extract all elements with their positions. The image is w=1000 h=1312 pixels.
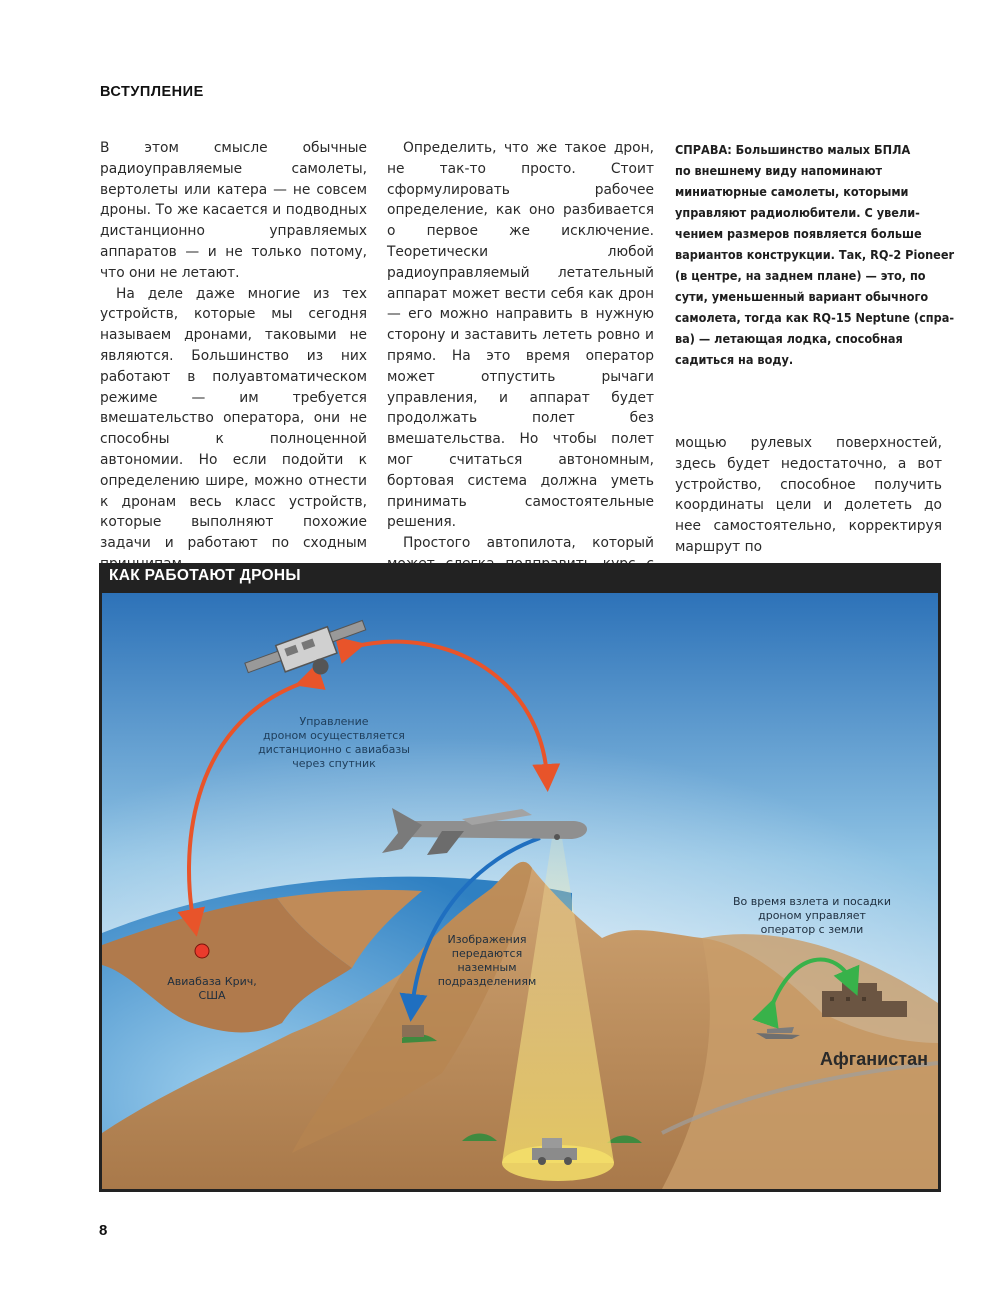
text-column-1: [100, 138, 367, 575]
country-label: Афганистан: [820, 1049, 928, 1069]
label-line: дроном осуществляется: [263, 729, 405, 742]
label-line: оператор с земли: [760, 923, 864, 936]
paragraph: На деле даже многие из тех устройств, которые мы сегодня называем дронами, таковыми не являются. Большинство из них работают в полуавтоматическом режиме — им требуется вмешательство оператора, они не способны к полноценной автономии. Но если подойти к определению шире, можно отнести к дронам весь класс устройств, которые выполняют похожие задачи и работают по сходным: [100, 285, 367, 552]
label-line: США: [198, 989, 226, 1002]
paragraph: Определить, что же такое дрон, не так-то просто. Стоит сформулировать рабочее определение, как оно разбивается о первое же исключение. Теоретически любой радиоуправляемый летательный аппарат может вести себя как дрон — его можно направить в нужную сторону и заставить лететь ровно и прямо. На это время оператор может отпустить рычаги управления, и аппарат будет продолжать полет без вмешательства. Но чтобы полет мог считаться автономным, бортовая система должна уметь принимать самостоятельные решения.: [387, 140, 654, 531]
label-line: Изображения: [447, 933, 527, 946]
infographic-illustration: [102, 593, 938, 1189]
caption-line: сути, уменьшенный вариант обычного: [675, 290, 929, 304]
ground-unit: [402, 1025, 424, 1037]
label-line: Авиабаза Крич,: [167, 975, 257, 988]
paragraph: Простого автопилота, который: [403, 535, 654, 552]
page-number: 8: [99, 1222, 108, 1239]
caption-line: садиться на воду.: [675, 353, 794, 367]
caption-line: вариантов конструкции. Так, RQ-2 Pioneer: [675, 248, 955, 262]
caption-line: СПРАВА: Большинство малых БПЛА: [675, 143, 911, 157]
airbase-marker: [195, 944, 209, 958]
label-line: Управление: [299, 715, 369, 728]
label-line: подразделениям: [437, 975, 537, 988]
paragraph: В этом смысле обычные радиоуправляемые самолеты, вертолеты или катера — не совсем дроны. То же касается и подводных дистанционно управляемых аппаратов — и не только потому, что они не летают.: [100, 140, 367, 281]
label-line: через спутник: [292, 757, 376, 770]
text-column-3: [675, 433, 942, 558]
label-line: дроном управляет: [758, 909, 866, 922]
paragraph: мощью рулевых поверхностей, здесь будет недостаточно, а вот устройство, способное получить координаты цели и долететь до нее самостоятельно, корректируя маршрут по: [675, 435, 942, 555]
caption-line: чением размеров появляется больше: [675, 227, 922, 241]
caption-line: управляют радиолюбители. С увели-: [675, 206, 920, 220]
label-line: наземным: [457, 961, 517, 974]
photo-caption: [675, 140, 955, 371]
caption-line: по внешнему виду напоминают: [675, 164, 882, 178]
caption-line: миниатюрные самолеты, которыми: [675, 185, 909, 199]
label-line: Во время взлета и посадки: [733, 895, 891, 908]
text-column-2: [387, 138, 654, 596]
caption-line: (в центре, на заднем плане) — это, по: [675, 269, 926, 283]
figure-title: КАК РАБОТАЮТ ДРОНЫ: [109, 567, 301, 584]
caption-line: ва) — летающая лодка, способная: [675, 332, 903, 346]
label-line: передаются: [451, 947, 523, 960]
label-line: дистанционно с авиабазы: [258, 743, 410, 756]
drone-infographic: [99, 563, 941, 1192]
caption-line: самолета, тогда как RQ-15 Neptune (спра-: [675, 311, 955, 325]
section-title: ВСТУПЛЕНИЕ: [100, 84, 204, 100]
